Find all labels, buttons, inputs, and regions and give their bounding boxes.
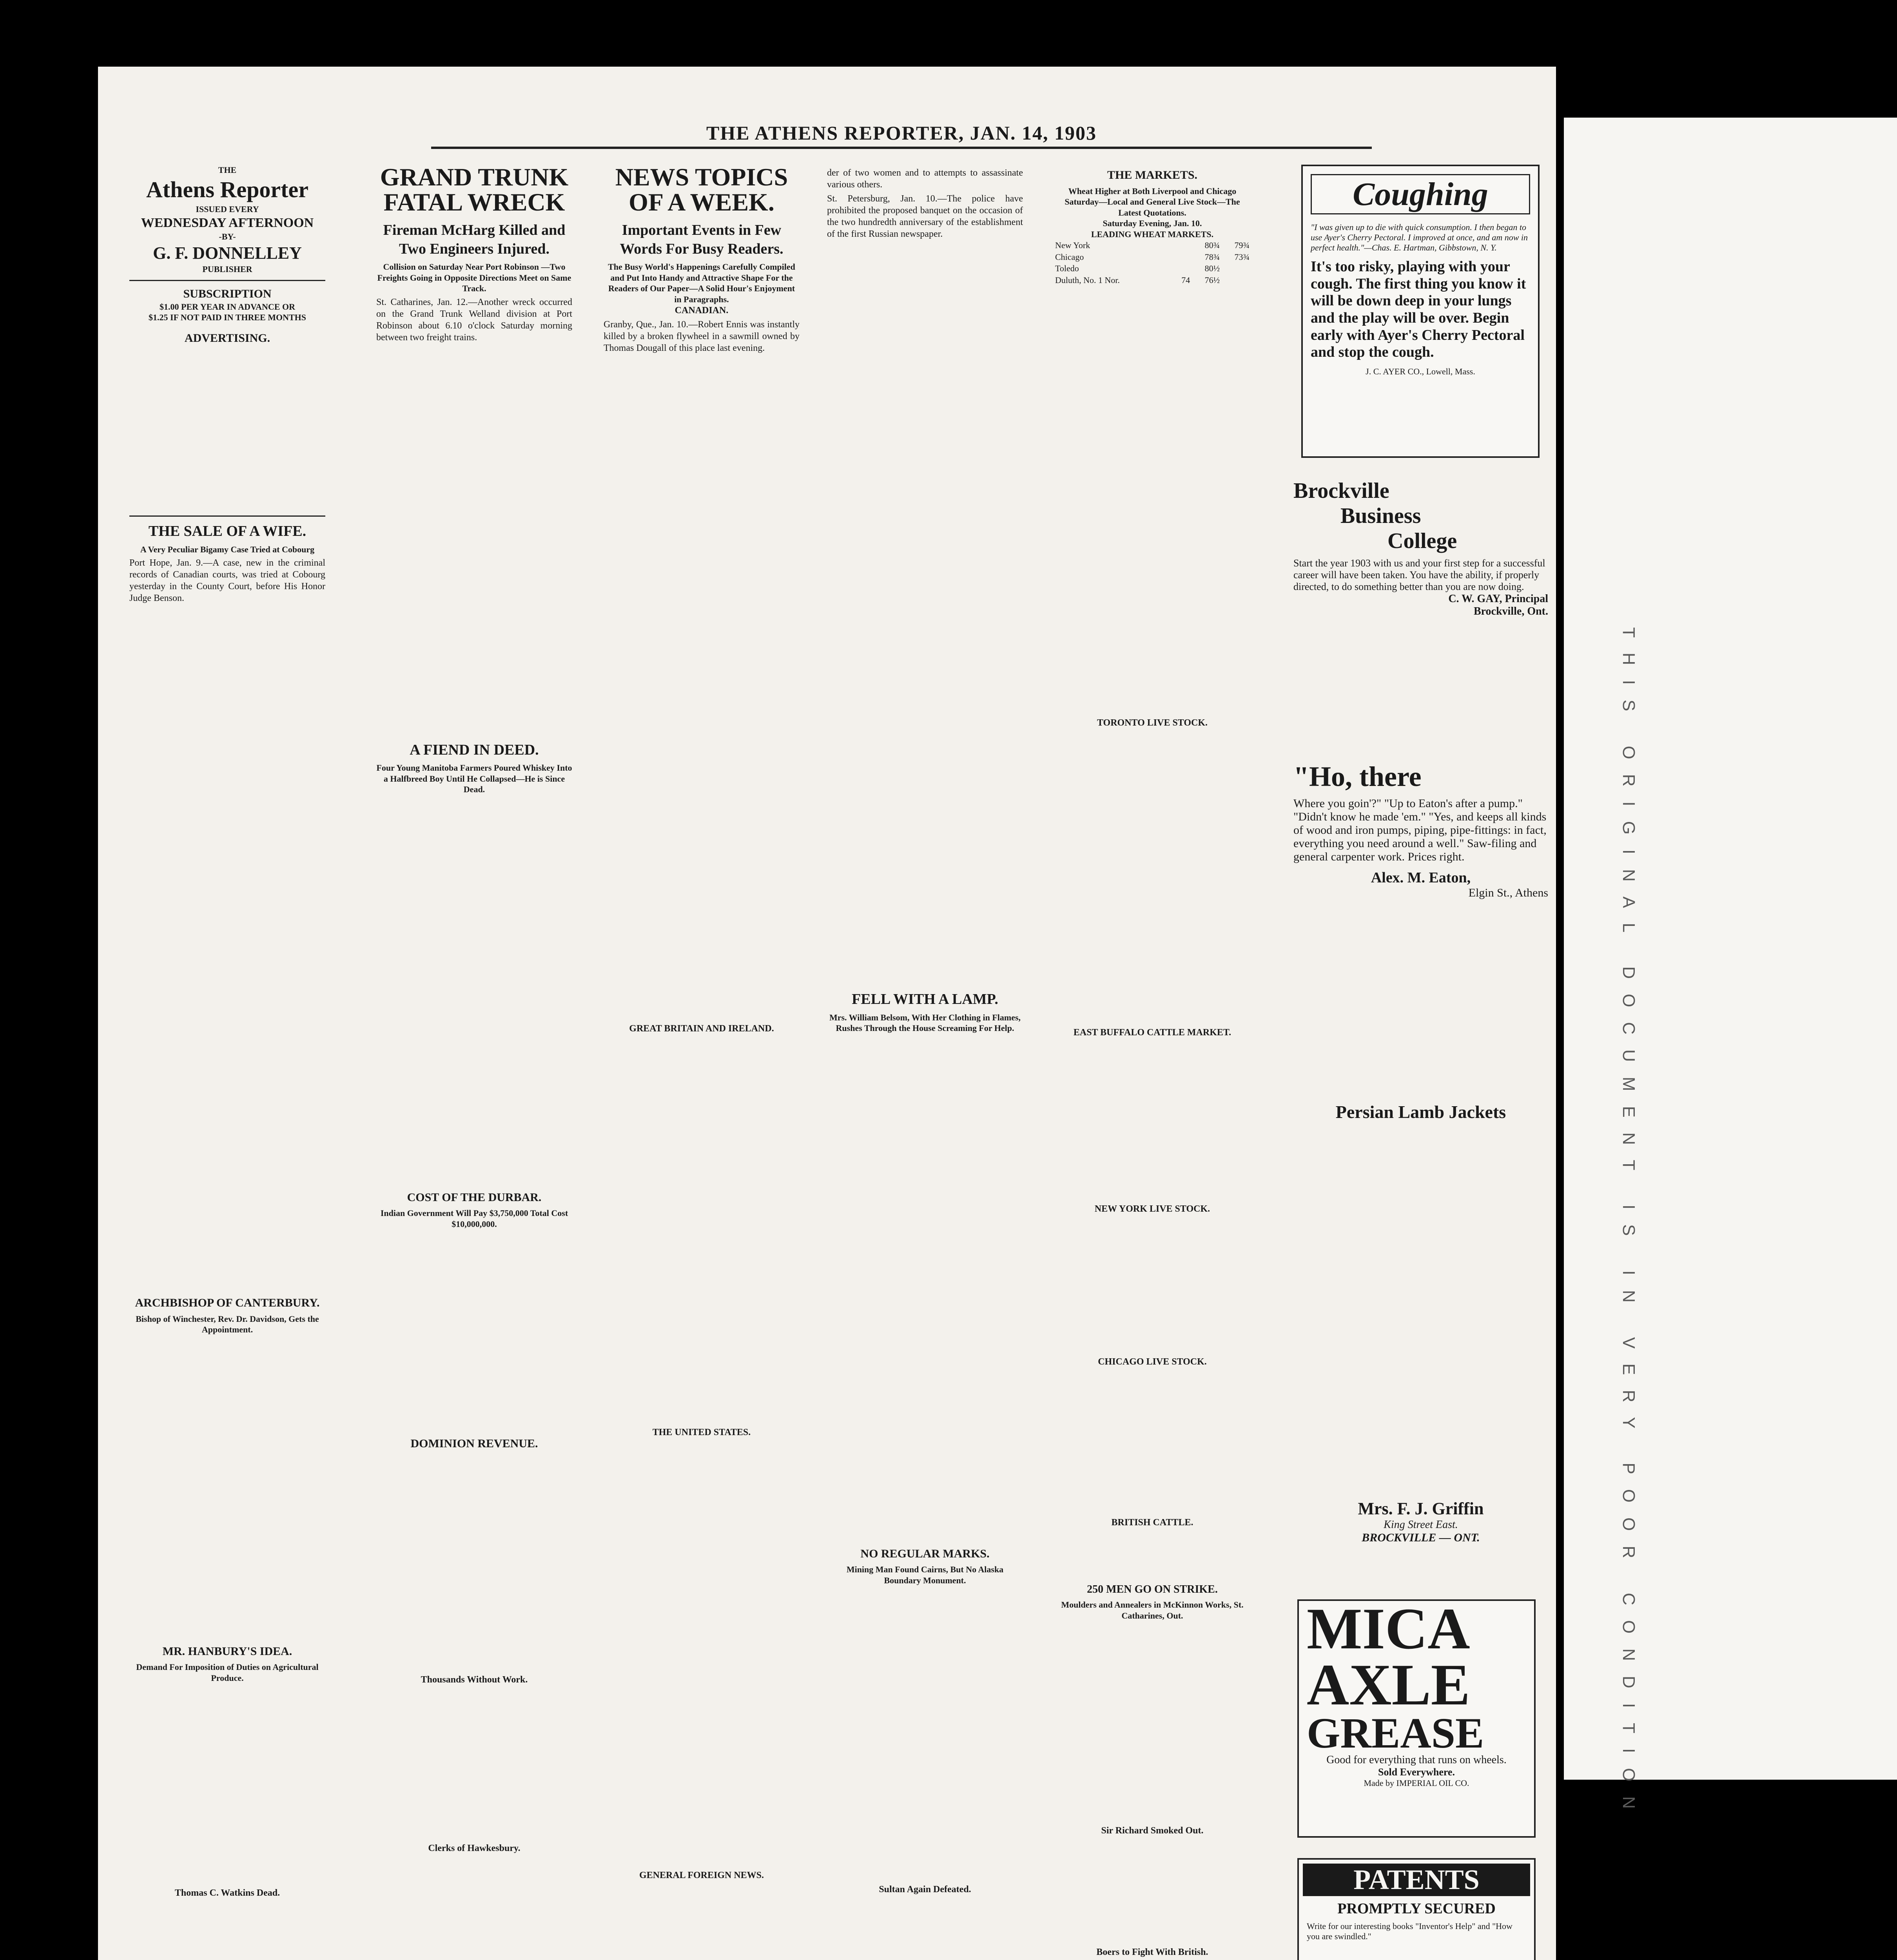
durbar-body [376,1229,572,1433]
advertising-rates-block [129,345,325,510]
may-price: 80½ [1204,263,1220,273]
mica-grease-ad [1297,1596,1536,1838]
watkins-headline: Thomas C. Watkins Dead. [174,1888,280,1898]
column-2 [376,165,572,1854]
market-city: New York [1055,240,1090,250]
archbishop-subhead: Bishop of Winchester, Rev. Dr. Davidson, Gets the Appointment. [136,1314,319,1334]
durbar-headline: COST OF THE DURBAR. [407,1191,542,1204]
durbar-subhead: Indian Government Will Pay $3,750,000 Total Cost $10,000,000. [380,1208,568,1229]
strike-subhead: Moulders and Annealers in McKinnon Works, St. Catharines, Out. [1061,1600,1244,1621]
marks-subhead: Mining Man Found Cairns, But No Alaska Boundary Monument. [846,1564,1004,1585]
lamp-headline: FELL WITH A LAMP. [852,991,998,1007]
advertising-heading: ADVERTISING. [184,331,270,345]
col4-continued: der of two women and to attempts to assassinate various others. [827,168,1023,190]
buffalo-body [1054,1038,1250,1203]
table-row [1054,240,1250,251]
col4-body [827,242,1023,987]
wreck-summary: Collision on Saturday Near Port Robinson —Two Freights Going in Opposite Directions Meet on Same Track. [377,262,571,293]
gb-body [604,1034,800,1426]
college-line-1: Brockville [1293,479,1389,503]
marks-headline: NO REGULAR MARKS. [860,1547,990,1560]
wreck-deck: Fireman McHarg Killed and Two Engineers Injured. [383,222,566,257]
may-price: 80¾ [1204,240,1220,250]
column-1 [129,165,325,1899]
ny-body [1054,1215,1250,1356]
canadian-heading: CANADIAN. [675,305,729,316]
hawkesbury-headline: Clerks of Hawkesbury. [428,1843,520,1853]
lamp-subhead: Mrs. William Belsom, With Her Clothing in Flames, Rushes Through the House Screaming For Help. [829,1012,1021,1033]
college-ad [1293,478,1548,618]
jan-price [1173,263,1191,274]
canadian-body [604,356,800,1023]
masthead: THE ATHENS REPORTER, JAN. 14, 1903 [431,122,1372,149]
dominion-body [376,1454,572,1674]
ny-heading: NEW YORK LIVE STOCK. [1094,1204,1210,1214]
persian-title: Persian Lamb Jackets [1335,1102,1506,1122]
coughing-body: It's too risky, playing with your cough. The first thing you know it will be down deep in your lungs and the play will be over. Begin early with Ayer's Cherry Pectoral and stop the cough. [1311,258,1526,361]
publisher-name: G. F. DONNELLEY [153,243,302,263]
college-text: Start the year 1903 with us and your first step for a successful career will have been taken. You have the ability, if properly directed, to do something better than you are now doing. [1293,557,1545,592]
patents-ad [1297,1858,1536,1960]
condition-note: THIS ORIGINAL DOCUMENT IS IN VERY POOR CONDITION [1619,627,1638,1824]
hanbury-body [129,1683,325,1887]
market-city: Toledo [1055,263,1079,273]
cartwright-headline: Sir Richard Smoked Out. [1101,1826,1204,1836]
college-line-3: College [1387,529,1457,553]
us-heading: THE UNITED STATES. [652,1427,751,1437]
side-strip [1564,118,1897,1780]
thousands-body [376,1686,572,1842]
july-price [1221,274,1250,286]
lamp-body [827,1034,1023,1543]
chicago-body [1054,1368,1250,1517]
griffin-address: King Street East. [1384,1519,1458,1531]
gb-heading: GREAT BRITAIN AND IRELAND. [629,1024,774,1034]
news-text: Granby, Que., Jan. 10.—Robert Ennis was instantly killed by a broken flywheel in a sawmill owned by Thomas Dougall of this place last evening. [604,319,800,353]
divider [129,515,325,517]
marks-body [827,1586,1023,1884]
wheat-table [1054,240,1250,286]
griffin-name: Mrs. F. J. Griffin [1358,1499,1484,1518]
news-deck: Important Events in Few Words For Busy Readers. [620,222,783,257]
eaton-name: Alex. M. Eaton, [1371,869,1471,886]
by-label: -BY- [219,232,236,241]
may-price: 78¾ [1204,252,1220,262]
hanbury-subhead: Demand For Imposition of Duties on Agricultural Produce. [136,1662,319,1683]
british-body [1054,1528,1250,1579]
fiend-body [376,795,572,1187]
toronto-heading: TORONTO LIVE STOCK. [1097,718,1208,728]
buffalo-heading: EAST BUFFALO CATTLE MARKET. [1073,1027,1231,1038]
persian-lamb-ad [1293,1102,1548,1544]
patents-title: PATENTS [1303,1864,1530,1896]
july-price [1221,263,1250,274]
wife-headline: THE SALE OF A WIFE. [148,523,306,539]
strike-headline: 250 MEN GO ON STRIKE. [1087,1583,1218,1595]
col4-text: St. Petersburg, Jan. 10.—The police have prohibited the proposed banquet on the occasion of the two hundredth anniversary of the establishment of the first Russian newspaper. [827,194,1023,239]
wreck-headline: GRAND TRUNK FATAL WRECK [380,163,569,216]
patents-subtitle: PROMPTLY SECURED [1337,1900,1496,1917]
market-city: Chicago [1055,252,1084,262]
markets-subhead: Wheat Higher at Both Liverpool and Chicago Saturday—Local and General Live Stock—The Latest Quotations. [1065,186,1240,218]
hanbury-headline: MR. HANBURY'S IDEA. [162,1644,292,1658]
college-principal: C. W. GAY, Principal [1448,593,1548,605]
college-line-2: Business [1340,504,1421,528]
subscription-line-1: $1.00 PER YEAR IN ADVANCE OR [160,301,295,312]
wife-article-body [129,606,325,1292]
axle-word: AXLE [1307,1652,1470,1717]
persian-body [1293,1122,1548,1499]
ho-there-title: "Ho, there [1293,761,1422,792]
ho-there-text: Where you goin'?" "Up to Eaton's after a pump." "Didn't know he made 'em." "Yes, and keeps all kinds of wood and iron pumps, piping, pipe-fittings: in fact, everything you need around a well." Saw-filing and general carpenter work. Prices right. [1293,797,1547,863]
thousands-headline: Thousands Without Work. [421,1674,528,1685]
column-4 [827,165,1023,1960]
wife-subhead: A Very Peculiar Bigamy Case Tried at Cobourg [140,544,315,554]
coughing-quote: "I was given up to die with quick consumption. I then began to use Ayer's Cherry Pectoral. I improved at once, and am now in perfect health."—Chas. E. Hartman, Gibbstown, N. Y. [1311,222,1528,252]
wreck-body [376,346,572,738]
mica-text: Good for everything that runs on wheels. [1326,1753,1507,1766]
toronto-body [1054,729,1250,1027]
british-heading: BRITISH CATTLE. [1111,1517,1193,1528]
dominion-headline: DOMINION REVENUE. [410,1437,538,1450]
ayer-ad [1301,165,1540,458]
subscription-line-2: $1.25 IF NOT PAID IN THREE MONTHS [149,312,306,322]
jan-price: 74 [1181,275,1190,285]
may-price: 76½ [1204,275,1220,285]
sultan-body [827,1895,1023,1960]
wife-text: Port Hope, Jan. 9.—A case, new in the criminal records of Canadian courts, was tried at Cobourg yesterday in the County Court, before His Honor Judge Benson. [129,558,325,603]
sultan-headline: Sultan Again Defeated. [879,1884,971,1895]
table-row [1054,251,1250,263]
subscription-heading: SUBSCRIPTION [183,287,272,300]
table-row [1054,263,1250,274]
news-summary: The Busy World's Happenings Carefully Compiled and Put Into Handy and Attractive Shape For the Readers of Our Paper—A Solid Hour's Enjoyment in Paragraphs. [608,262,795,304]
jan-price [1173,240,1191,251]
news-headline: NEWS TOPICS OF A WEEK. [615,163,788,216]
july-price: 73¾ [1234,252,1250,262]
paper-name: Athens Reporter [146,176,308,202]
foreign-heading: GENERAL FOREIGN NEWS. [639,1870,764,1880]
mica-word: MICA [1307,1596,1470,1661]
column-3 [604,165,800,1881]
mica-maker: Made by IMPERIAL OIL CO. [1364,1778,1469,1788]
chicago-heading: CHICAGO LIVE STOCK. [1098,1357,1207,1367]
patents-text: Write for our interesting books "Inventor's Help" and "How you are swindled." [1307,1921,1513,1941]
patents-body [1299,1945,1534,1960]
us-body [604,1438,800,1869]
table-row [1054,274,1250,286]
coughing-title: Coughing [1311,174,1530,214]
market-city: Duluth, No. 1 Nor. [1055,275,1120,285]
issue-day: WEDNESDAY AFTERNOON [141,215,314,230]
college-city: Brockville, Ont. [1473,605,1548,617]
strike-body [1054,1621,1250,1825]
the-label: THE [218,165,237,175]
issued-label: ISSUED EVERY [196,204,259,214]
boers-headline: Boers to Fight With British. [1096,1947,1208,1957]
eaton-ad [1293,760,1548,900]
grease-word: GREASE [1307,1709,1484,1757]
publisher-role: PUBLISHER [202,264,252,274]
coughing-footer: J. C. AYER CO., Lowell, Mass. [1366,367,1475,377]
wheat-heading: LEADING WHEAT MARKETS. [1091,229,1214,239]
archbishop-headline: ARCHBISHOP OF CANTERBURY. [135,1296,320,1309]
july-price: 79¾ [1234,240,1250,250]
fiend-headline: A FIEND IN DEED. [410,741,539,758]
archbishop-body [129,1335,325,1641]
column-5 [1054,165,1250,1958]
markets-date: Saturday Evening, Jan. 10. [1103,218,1202,228]
griffin-city: BROCKVILLE — ONT. [1362,1531,1480,1544]
eaton-place: Elgin St., Athens [1468,886,1548,899]
mica-sold: Sold Everywhere. [1378,1766,1455,1778]
divider [129,280,325,281]
cartwright-body [1054,1837,1250,1946]
fiend-subhead: Four Young Manitoba Farmers Poured Whiskey Into a Halfbreed Boy Until He Collapsed—He is Since Dead. [376,763,572,794]
jan-price [1173,251,1191,263]
wreck-text: St. Catharines, Jan. 12.—Another wreck occurred on the Grand Trunk Welland division at Port Robinson about 6.10 o'clock Saturday morning between two freight trains. [376,297,572,343]
markets-heading: THE MARKETS. [1107,169,1198,181]
produce-prices-block [1054,286,1250,717]
